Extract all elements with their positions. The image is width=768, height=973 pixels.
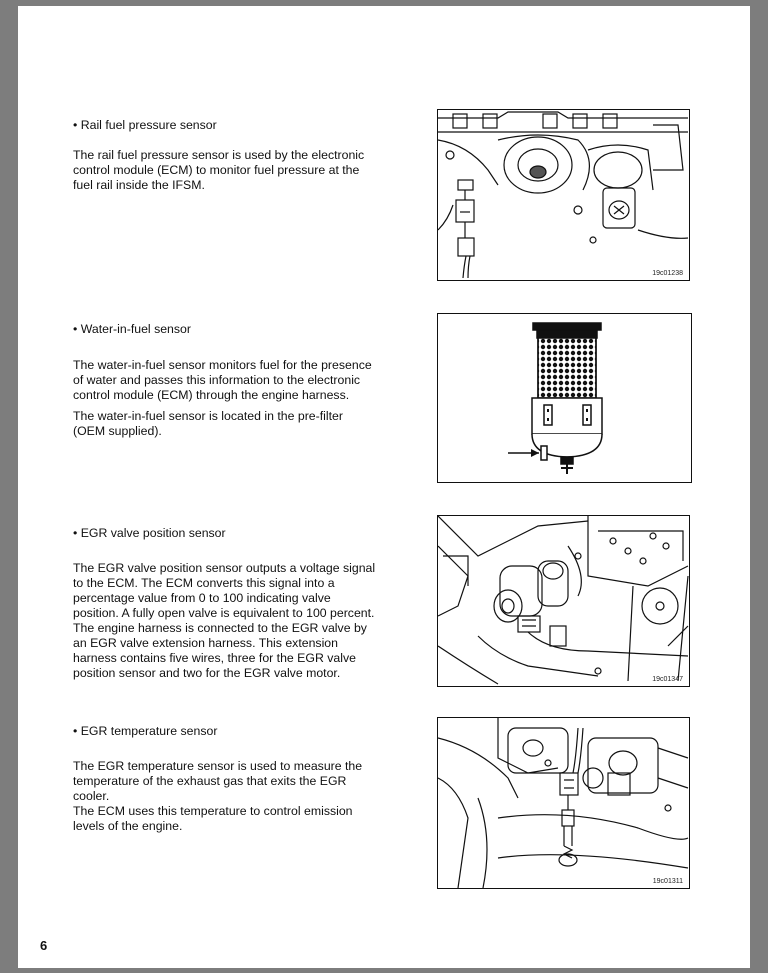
section-heading: • Rail fuel pressure sensor [73,118,217,132]
section-paragraph: The EGR temperature sensor is used to measure the temperature of the exhaust gas that exits the EGR cooler. [73,759,363,803]
engine-illustration [438,110,689,280]
figure-egr-valve-position-sensor [437,515,690,687]
section-paragraph: The EGR valve position sensor outputs a voltage signal to the ECM. The ECM converts this signal into a percentage value from 0 to 100 indicating valve position. A fully open valve is equivalent to 100 percent. The engine harness is connected to the EGR valve by an EGR valve extension harness. This extension harness contains five wires, three for the EGR valve position sensor and two for the EGR valve motor. [73,561,376,680]
figure-id-label: 19c01347 [652,676,683,683]
section-rail-fuel-pressure-sensor [73,118,378,193]
section-egr-temperature-sensor [73,724,378,834]
figure-water-in-fuel-sensor [437,313,692,483]
figure-id-label: 19c01238 [652,270,683,277]
figure-rail-fuel-pressure-sensor [437,109,690,281]
manual-page [18,6,750,968]
figure-id-label: 19c01311 [652,878,683,885]
section-paragraph: The ECM uses this temperature to control emission levels of the engine. [73,804,353,833]
section-paragraph: The water-in-fuel sensor monitors fuel for the presence of water and passes this information to the electronic control module (ECM) through the engine harness. [73,358,372,402]
figure-egr-temperature-sensor [437,717,690,889]
section-heading: • Water-in-fuel sensor [73,322,191,336]
section-egr-valve-position-sensor [73,526,378,681]
egr-valve-illustration [438,516,689,686]
page-number: 6 [40,938,48,953]
section-paragraph: The rail fuel pressure sensor is used by the electronic control module (ECM) to monitor fuel pressure at the fuel rail inside the IFSM. [73,148,365,192]
section-water-in-fuel-sensor [73,322,378,439]
section-heading: • EGR temperature sensor [73,724,218,738]
section-heading: • EGR valve position sensor [73,526,226,540]
egr-cooler-illustration [438,718,689,888]
pre-filter-illustration [438,314,691,482]
section-paragraph: The water-in-fuel sensor is located in the pre-filter (OEM supplied). [73,409,343,438]
